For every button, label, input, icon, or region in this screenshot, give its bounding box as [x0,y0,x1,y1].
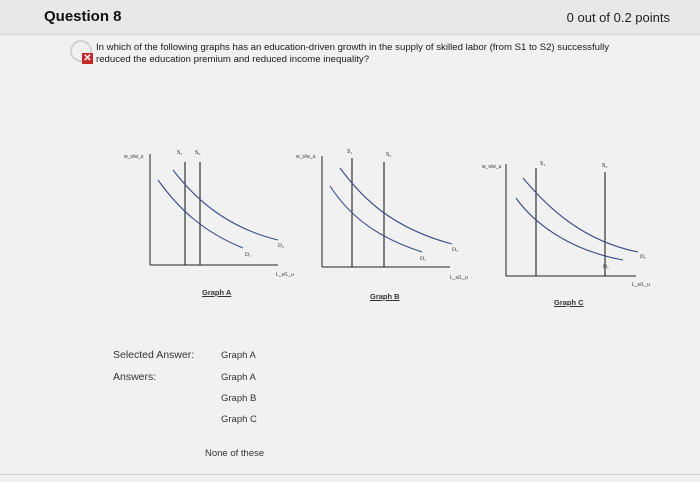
graph-c-d1-curve [516,198,623,260]
graph-c-s1-label: S₁ [540,161,546,167]
graph-b-d2-label: D₂ [452,247,458,253]
answer-option: None of these [205,448,265,459]
graph-b-d1-curve [330,186,422,252]
graph-b-plot [292,140,467,280]
graph-a-y-label: w_s/w_u [124,154,144,160]
question-title: Question 8 [44,8,122,25]
graph-a-d2-curve [173,170,278,240]
graph-b-d2-curve [340,168,452,244]
answer-option: Graph C [221,414,257,425]
graph-b-s2-label: S₂ [386,152,392,158]
graph-a-d1-label: D₁ [245,252,251,258]
question-header [0,0,700,35]
graph-a [118,140,294,297]
graph-a-plot [118,140,293,280]
graph-b-label: Graph B [370,292,400,301]
graph-a-s2-label: S₂ [195,150,201,156]
graph-c-d2-curve [523,178,638,252]
graph-b-y-label: w_s/w_u [296,154,316,160]
section-divider [0,474,700,475]
graph-c-y-label: w_s/w_u [482,164,502,170]
selected-answer-label: Selected Answer: [113,349,195,361]
graph-c-plot [478,146,658,286]
answers-label: Answers: [113,371,157,383]
incorrect-x-icon: ✕ [83,53,92,64]
graph-c-d1-label: D₁ [603,264,609,270]
graph-c-s2-label: S₂ [602,163,608,169]
graph-a-label: Graph A [202,288,232,297]
graph-c-d2-label: D₂ [640,254,646,260]
graph-b-d1-label: D₁ [420,256,426,262]
prompt-line-1: In which of the following graphs has an education-driven growth in the supply of skilled labor (from S1 to S2) successfully [96,42,609,53]
graph-a-d2-label: D₂ [278,243,284,249]
graph-c [478,146,658,307]
question-score: 0 out of 0.2 points [566,10,670,25]
graph-b-s1-label: S₁ [347,149,353,155]
graph-c-x-label: L_s/L_u [632,282,650,288]
question-prompt [96,42,676,66]
graph-c-label: Graph C [554,298,584,307]
prompt-line-2: reduced the education premium and reduced income inequality? [96,54,370,65]
graph-b [292,140,468,301]
answer-option: Graph A [221,372,256,383]
selected-answer-value: Graph A [221,350,256,361]
answer-option: Graph B [221,393,257,404]
graph-a-x-label: L_s/L_u [276,272,294,278]
graph-a-s1-label: S₁ [177,150,183,156]
graph-b-x-label: L_s/L_u [450,275,468,281]
